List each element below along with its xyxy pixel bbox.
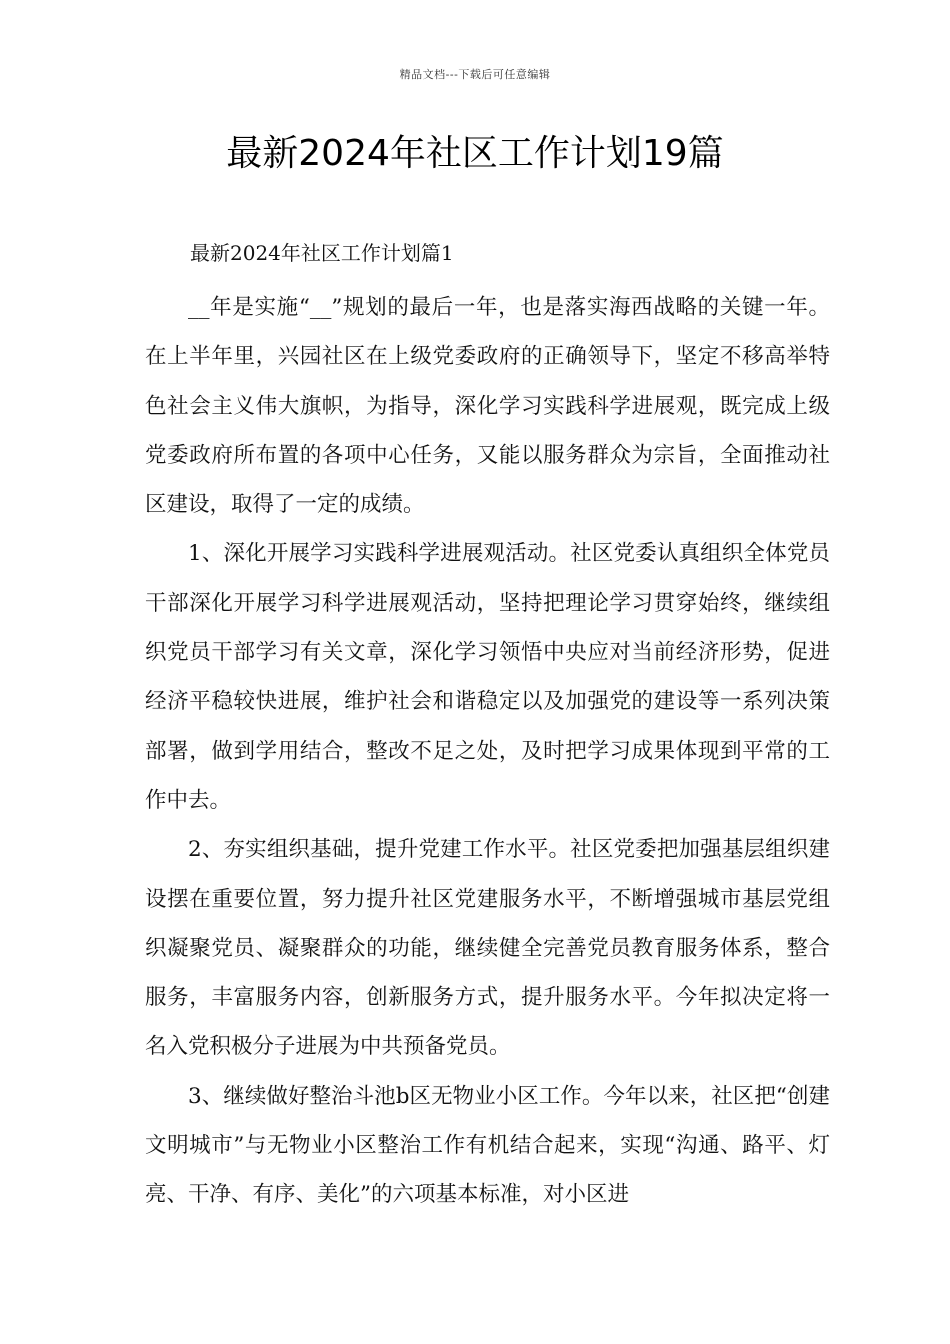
header-note: 精品文档---下载后可任意编辑 [399, 68, 551, 81]
document-body [145, 283, 830, 1220]
paragraph-item-2: 2、夯实组织基础，提升党建工作水平。社区党委把加强基层组织建设摆在重要位置，努力提升社区党建服务水平，不断增强城市基层党组织凝聚党员、凝聚群众的功能，继续健全完善党员教育服务体系，整合服务，丰富服务内容，创新服务方式，提升服务水平。今年拟决定将一名入党积极分子进展为中共预备党员。 [145, 837, 830, 1060]
document-title: 最新2024年社区工作计划19篇 [226, 133, 724, 174]
paragraph-item-1: 1、深化开展学习实践科学进展观活动。社区党委认真组织全体党员干部深化开展学习科学进展观活动，坚持把理论学习贯穿始终，继续组织党员干部学习有关文章，深化学习领悟中央应对当前经济形势，促进经济平稳较快进展，维护社会和谐稳定以及加强党的建设等一系列决策部署，做到学用结合，整改不足之处，及时把学习成果体现到平常的工作中去。 [145, 541, 830, 813]
paragraph-intro: __年是实施“__”规划的最后一年，也是落实海西战略的关键一年。在上半年里，兴园社区在上级党委政府的正确领导下，坚定不移高举特色社会主义伟大旗帜，为指导，深化学习实践科学进展观，既完成上级党委政府所布置的各项中心任务，又能以服务群众为宗旨，全面推动社区建设，取得了一定的成绩。 [145, 295, 830, 518]
section-heading: 最新2024年社区工作计划篇1 [190, 241, 454, 265]
paragraph-item-3: 3、继续做好整治斗池b区无物业小区工作。今年以来，社区把“创建文明城市”与无物业小区整治工作有机结合起来，实现“沟通、路平、灯亮、干净、有序、美化”的六项基本标准，对小区进 [145, 1083, 830, 1208]
